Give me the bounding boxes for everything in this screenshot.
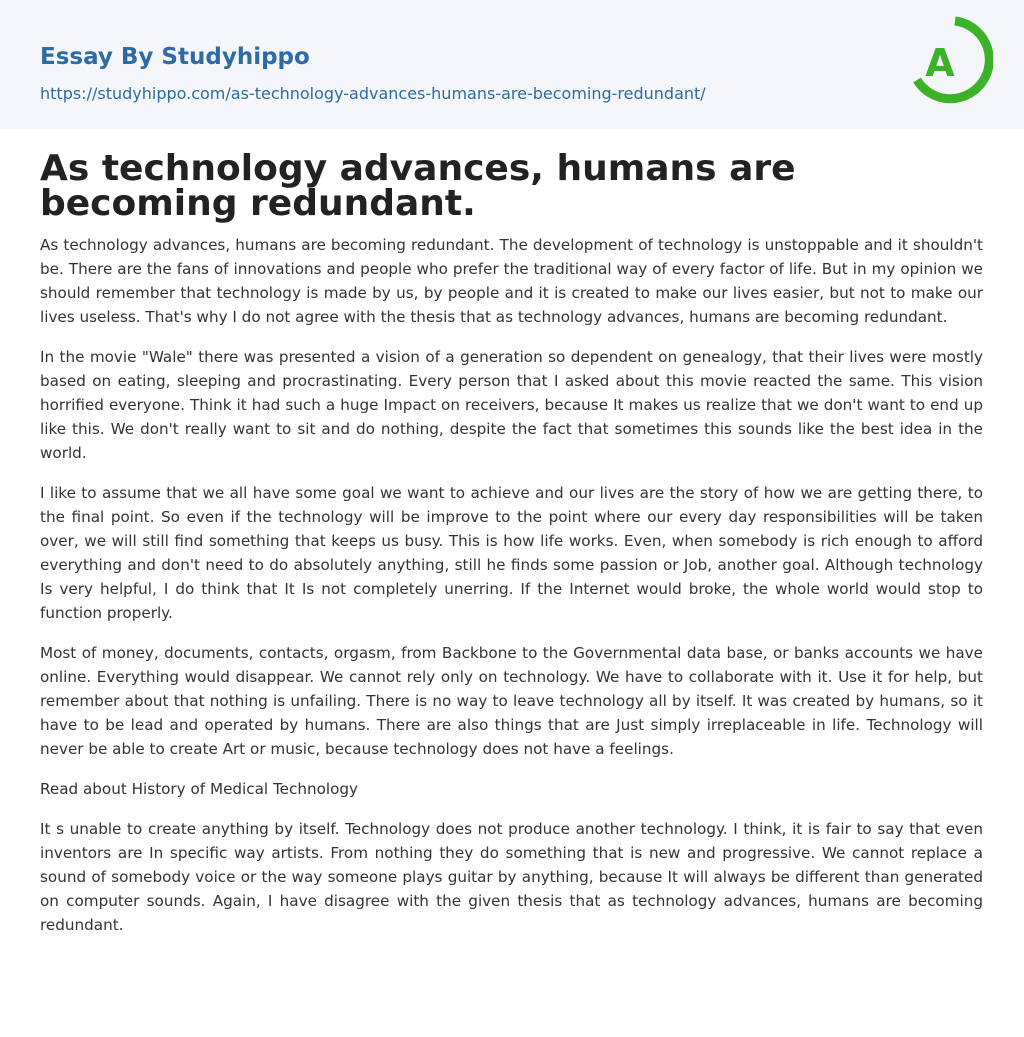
essay-paragraph: As technology advances, humans are becoming redundant. The development of technology is unstoppable and it shouldn't be. There are the fans of innovations and people who prefer the traditional way of every factor of life. But in my opinion we should remember that technology is made by us, by people and it is created to make our lives easier, but not to make our lives useless. That's why I do not agree with the thesis that as technology advances, humans are becoming redundant. [40, 236, 983, 326]
essay-paragraph: I like to assume that we all have some goal we want to achieve and our lives are the story of how we are getting there, to the final point. So even if the technology will be improve to the point where our every day responsibilities will be taken over, we will still find something that keeps us busy. This is how life works. Even, when somebody is rich enough to afford everything and don't need to do absolutely anything, still he finds some passion or Job, another goal. Although technology Is very helpful, I do think that It Is not completely unerring. If the Internet would broke, the whole world would stop to function properly. [40, 484, 983, 622]
essay-title: As technology advances, humans are becoming redundant. [40, 148, 796, 224]
logo-letter: A [925, 41, 955, 85]
essay-url-link[interactable]: https://studyhippo.com/as-technology-advances-humans-are-becoming-redundant/ [40, 84, 706, 103]
essay-paragraph: Most of money, documents, contacts, orgasm, from Backbone to the Governmental data base, or banks accounts we have online. Everything would disappear. We cannot rely only on technology. We have to collaborate with it. Use it for help, but remember about that nothing is unfailing. There is no way to leave technology all by itself. It was created by humans, so it have to be lead and operated by humans. There are also things that are Just simply irreplaceable in life. Technology will never be able to create Art or music, because technology does not have a feelings. [40, 644, 983, 758]
site-header [0, 0, 1024, 129]
essay-paragraph: In the movie "Wale" there was presented a vision of a generation so dependent on genealogy, that their lives were mostly based on eating, sleeping and procrastinating. Every person that I asked about this movie reacted the same. This vision horrified everyone. Think it had such a huge Impact on receivers, because It makes us realize that we don't want to end up like this. We don't really want to sit and do nothing, despite the fact that sometimes this sounds like the best idea in the world. [40, 348, 983, 462]
read-about-link[interactable]: Read about History of Medical Technology [40, 780, 359, 798]
studyhippo-logo-icon[interactable] [903, 14, 993, 110]
site-brand[interactable]: Essay By Studyhippo [40, 44, 310, 70]
essay-paragraph: It s unable to create anything by itself. Technology does not produce another technology. I think, it is fair to say that even inventors are In specific way artists. From nothing they do something that is new and progressive. We cannot replace a sound of somebody voice or the way someone plays guitar by anything, because It will always be different than generated on computer sounds. Again, I have disagree with the given thesis that as technology advances, humans are becoming redundant. [40, 820, 983, 934]
essay-content [0, 129, 1024, 937]
